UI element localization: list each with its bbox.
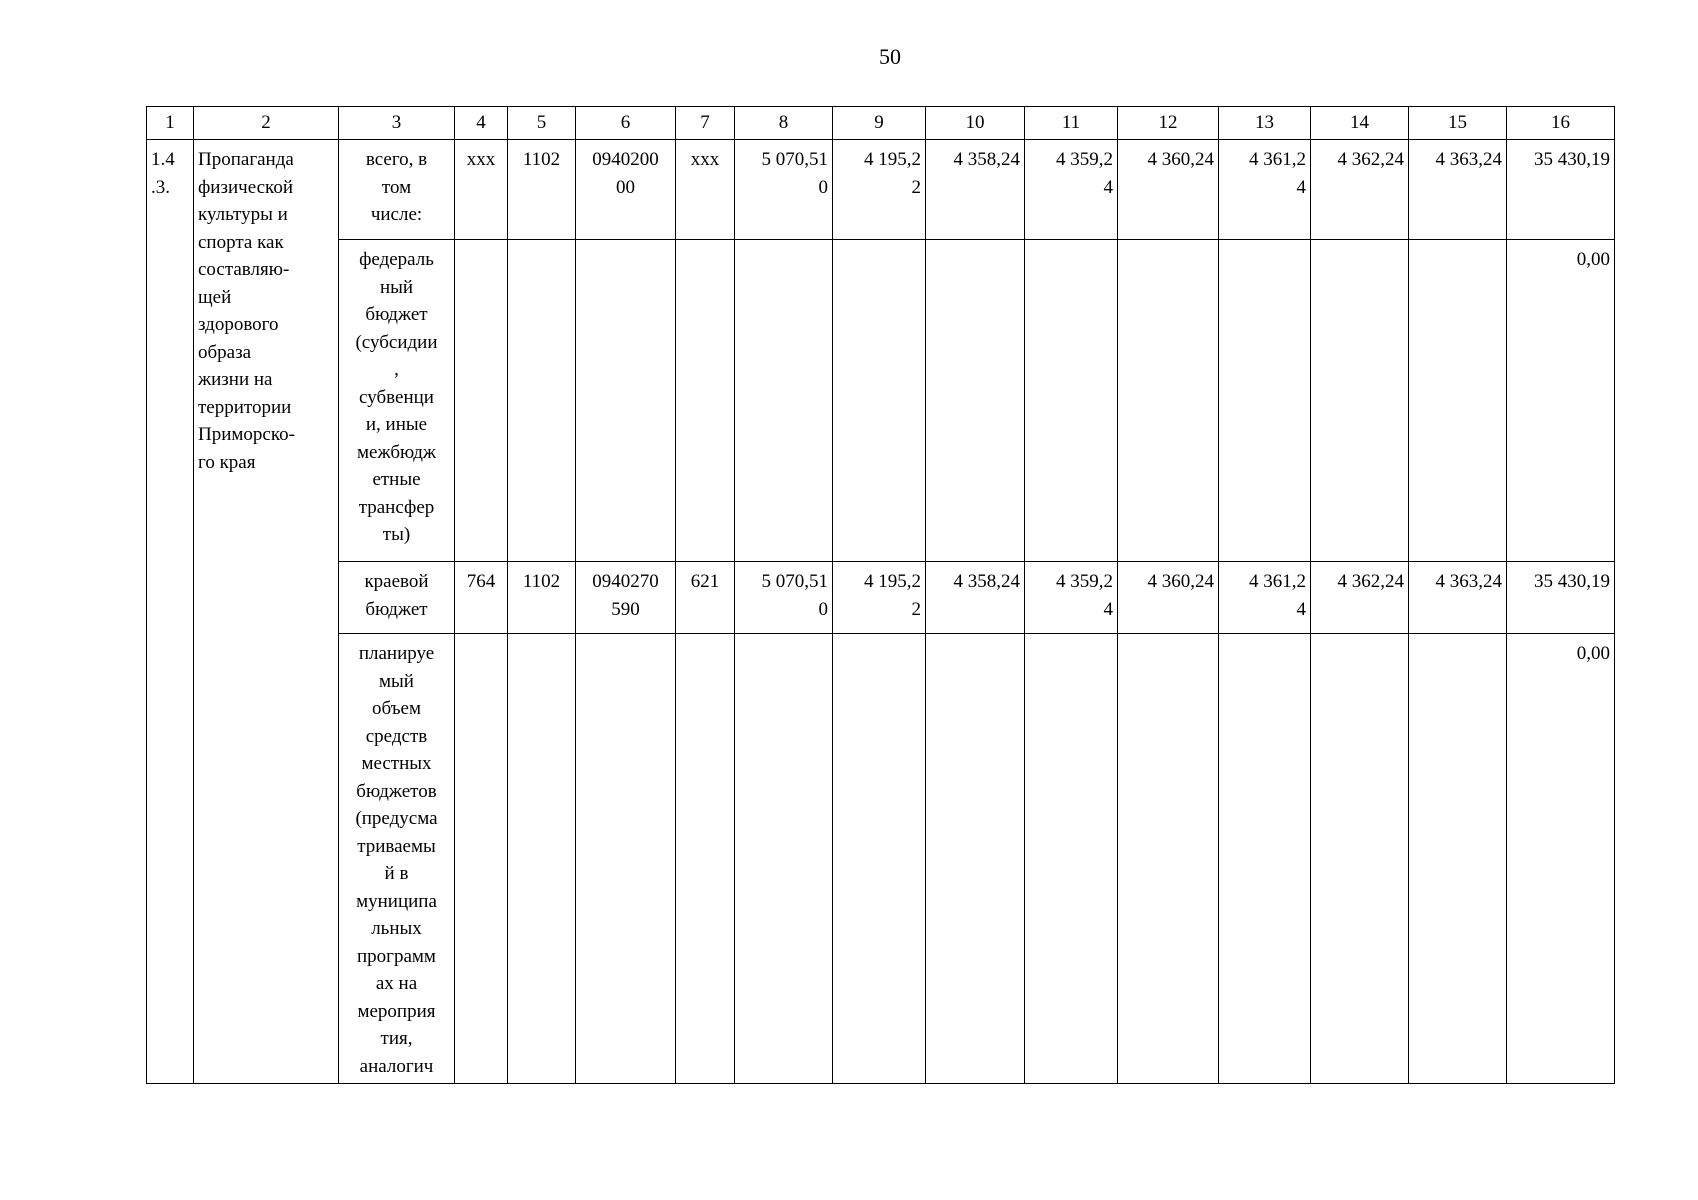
admin-code-cell: 764 <box>455 562 508 634</box>
table-row-federal <box>147 240 1615 562</box>
col-num-5: 5 <box>508 107 576 140</box>
funding-source-cell: краевой бюджет <box>339 562 455 634</box>
section-code-cell: 1102 <box>508 140 576 240</box>
col-num-10: 10 <box>926 107 1025 140</box>
col-num-14: 14 <box>1311 107 1409 140</box>
total-amount-cell: 35 430,19 <box>1507 562 1615 634</box>
amount-col-10: 4 358,24 <box>926 562 1025 634</box>
col-num-8: 8 <box>735 107 833 140</box>
amount-col-15: 4 363,24 <box>1409 140 1507 240</box>
expense-type-cell: 621 <box>676 562 735 634</box>
target-code-cell <box>576 240 676 562</box>
table-row-regional <box>147 562 1615 634</box>
amount-col-8 <box>735 240 833 562</box>
total-amount-cell: 35 430,19 <box>1507 140 1615 240</box>
row-number-cell: 1.4 .3. <box>147 140 194 1084</box>
total-amount-cell: 0,00 <box>1507 240 1615 562</box>
amount-col-14: 4 362,24 <box>1311 562 1409 634</box>
amount-col-15 <box>1409 240 1507 562</box>
expense-type-cell <box>676 240 735 562</box>
section-code-cell: 1102 <box>508 562 576 634</box>
expense-type-cell <box>676 634 735 1084</box>
amount-col-15: 4 363,24 <box>1409 562 1507 634</box>
target-code-cell: 0940270 590 <box>576 562 676 634</box>
amount-col-10 <box>926 240 1025 562</box>
budget-table <box>146 106 1615 1084</box>
col-num-16: 16 <box>1507 107 1615 140</box>
col-num-4: 4 <box>455 107 508 140</box>
col-num-9: 9 <box>833 107 926 140</box>
amount-col-9 <box>833 634 926 1084</box>
amount-col-14: 4 362,24 <box>1311 140 1409 240</box>
section-code-cell <box>508 634 576 1084</box>
amount-col-9 <box>833 240 926 562</box>
column-number-row <box>147 107 1615 140</box>
amount-col-11 <box>1025 240 1118 562</box>
amount-col-8 <box>735 634 833 1084</box>
event-name-cell: Пропаганда физической культуры и спорта как составляю- щей здорового образа жизни на территории Приморско- го края <box>194 140 339 1084</box>
amount-col-10 <box>926 634 1025 1084</box>
admin-code-cell <box>455 240 508 562</box>
amount-col-11: 4 359,2 4 <box>1025 140 1118 240</box>
amount-col-9: 4 195,2 2 <box>833 140 926 240</box>
amount-col-13 <box>1219 634 1311 1084</box>
expense-type-cell: xxx <box>676 140 735 240</box>
funding-source-cell: всего, в том числе: <box>339 140 455 240</box>
amount-col-8: 5 070,51 0 <box>735 140 833 240</box>
admin-code-cell: xxx <box>455 140 508 240</box>
amount-col-13: 4 361,2 4 <box>1219 140 1311 240</box>
target-code-cell: 0940200 00 <box>576 140 676 240</box>
amount-col-11: 4 359,2 4 <box>1025 562 1118 634</box>
funding-source-cell: федераль ный бюджет (субсидии , субвенци и, иные межбюдж етные трансфер ты) <box>339 240 455 562</box>
amount-col-14 <box>1311 240 1409 562</box>
col-num-7: 7 <box>676 107 735 140</box>
target-code-cell <box>576 634 676 1084</box>
amount-col-11 <box>1025 634 1118 1084</box>
admin-code-cell <box>455 634 508 1084</box>
col-num-6: 6 <box>576 107 676 140</box>
amount-col-12: 4 360,24 <box>1118 562 1219 634</box>
table-row-local <box>147 634 1615 1084</box>
amount-col-13 <box>1219 240 1311 562</box>
amount-col-12 <box>1118 240 1219 562</box>
col-num-11: 11 <box>1025 107 1118 140</box>
amount-col-9: 4 195,2 2 <box>833 562 926 634</box>
amount-col-15 <box>1409 634 1507 1084</box>
section-code-cell <box>508 240 576 562</box>
col-num-12: 12 <box>1118 107 1219 140</box>
col-num-3: 3 <box>339 107 455 140</box>
funding-source-cell: планируе мый объем средств местных бюджетов (предусма триваемы й в муниципа льных программ ах на мероприя тия, аналогич <box>339 634 455 1084</box>
table-row-total <box>147 140 1615 240</box>
col-num-2: 2 <box>194 107 339 140</box>
amount-col-14 <box>1311 634 1409 1084</box>
total-amount-cell: 0,00 <box>1507 634 1615 1084</box>
page-number: 50 <box>879 44 901 69</box>
col-num-15: 15 <box>1409 107 1507 140</box>
col-num-13: 13 <box>1219 107 1311 140</box>
amount-col-12 <box>1118 634 1219 1084</box>
amount-col-13: 4 361,2 4 <box>1219 562 1311 634</box>
amount-col-8: 5 070,51 0 <box>735 562 833 634</box>
amount-col-10: 4 358,24 <box>926 140 1025 240</box>
amount-col-12: 4 360,24 <box>1118 140 1219 240</box>
col-num-1: 1 <box>147 107 194 140</box>
